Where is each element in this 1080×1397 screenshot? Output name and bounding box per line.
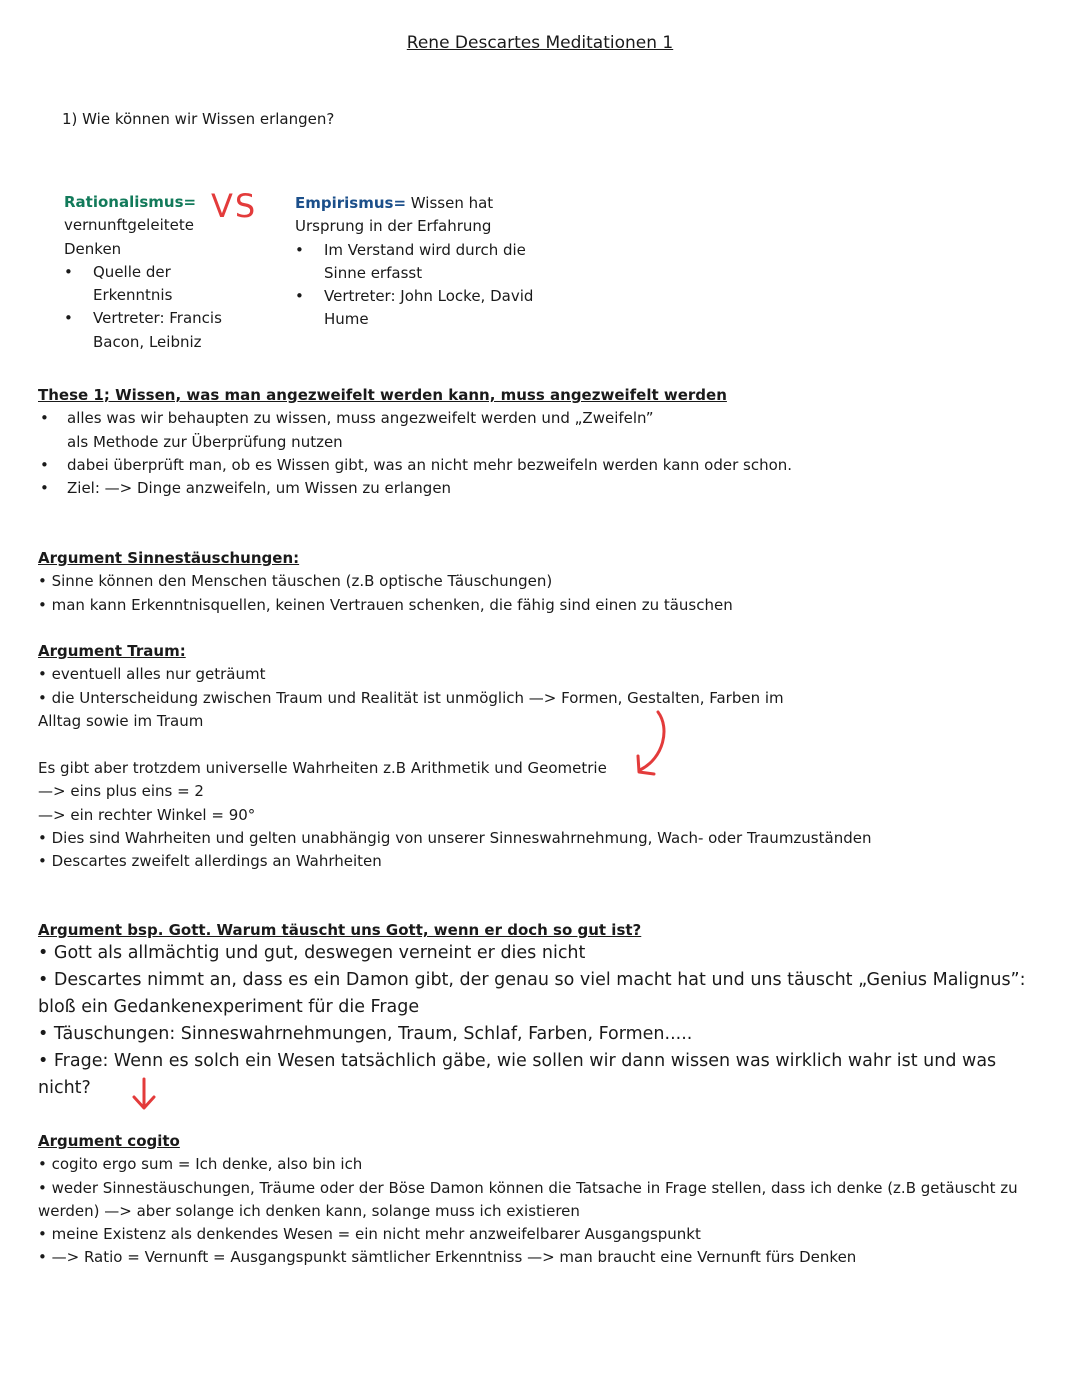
rationalismus-block [64,191,224,354]
empirismus-term: Empirismus= [295,194,407,212]
list-item: • cogito ergo sum = Ich denke, also bin ich [38,1155,363,1174]
gott-heading: Argument bsp. Gott. Warum täuscht uns Gott, wenn er doch so gut ist? [38,921,642,939]
traum-section [38,640,1038,733]
list-item: • man kann Erkenntnisquellen, keinen Vertrauen schenken, die fähig sind einen zu täuschen [38,595,733,614]
empirismus-bullet: • Im Verstand wird durch die Sinne erfasst [295,239,565,286]
cogito-section [38,1130,1048,1270]
list-item: bloß ein Gedankenexperiment für die Frage [38,997,420,1017]
versus-label: VS [211,187,258,225]
these-bullet: • dabei überprüft man, ob es Wissen gibt, was an nicht mehr bezweifeln werden kann oder schon. [38,454,1038,477]
page-title: Rene Descartes Meditationen 1 [406,33,674,53]
sinnestaeuschungen-section [38,547,1038,617]
empirismus-block [295,192,565,332]
list-item: • Täuschungen: Sinneswahrnehmungen, Traum, Schlaf, Farben, Formen..... [38,1024,693,1044]
gott-section [38,920,1048,1102]
list-item: nicht? [38,1078,91,1098]
list-item: • die Unterscheidung zwischen Traum und Realität ist unmöglich —> Formen, Gestalten, Farben im [38,688,784,707]
these-section [38,384,1038,500]
wahrheiten-section [38,757,1038,873]
list-item: • Descartes zweifelt allerdings an Wahrheiten [38,852,382,871]
list-item: • Frage: Wenn es solch ein Wesen tatsächlich gäbe, wie sollen wir dann wissen was wirklich wahr ist und was [38,1051,997,1071]
rationalismus-bullet: • Vertreter: Francis Bacon, Leibniz [64,307,224,354]
rationalismus-def-line1: vernunftgeleitete [64,216,194,235]
sinnestaeuschungen-heading: Argument Sinnestäuschungen: [38,549,300,567]
these-heading: These 1; Wissen, was man angezweifelt werden kann, muss angezweifelt werden [38,386,727,404]
list-item: —> ein rechter Winkel = 90° [38,805,256,824]
these-bullet: • Ziel: —> Dinge anzweifeln, um Wissen zu erlangen [38,477,1038,500]
list-item: • —> Ratio = Vernunft = Ausgangspunkt sämtlicher Erkenntniss —> man braucht eine Vernunft fürs Denken [38,1248,857,1267]
rationalismus-bullet: • Quelle der Erkenntnis [64,261,224,308]
list-item: werden) —> aber solange ich denken kann, solange muss ich existieren [38,1201,580,1220]
traum-heading: Argument Traum: [38,642,186,660]
empirismus-def: Wissen hat Ursprung in der Erfahrung [295,194,494,236]
list-item: • Sinne können den Menschen täuschen (z.B optische Täuschungen) [38,572,553,591]
list-item: —> eins plus eins = 2 [38,782,204,801]
list-item: • eventuell alles nur geträumt [38,665,266,684]
rationalismus-def-line2: Denken [64,239,122,258]
question-heading: 1) Wie können wir Wissen erlangen? [62,110,335,128]
rationalismus-term: Rationalismus= [64,193,197,211]
these-bullet: • alles was wir behaupten zu wissen, muss angezweifelt werden und „Zweifeln” als Methode zur Überprüfung nutzen [38,407,1038,454]
list-item: • Descartes nimmt an, dass es ein Damon gibt, der genau so viel macht hat und uns täuscht „Genius Malignus”: [38,970,1026,990]
list-item: Es gibt aber trotzdem universelle Wahrheiten z.B Arithmetik und Geometrie [38,759,607,777]
list-item: • Gott als allmächtig und gut, deswegen verneint er dies nicht [38,943,586,963]
cogito-heading: Argument cogito [38,1132,180,1150]
list-item: • weder Sinnestäuschungen, Träume oder der Böse Damon können die Tatsache in Frage stellen, dass ich denke (z.B getäuscht zu [38,1178,1018,1197]
list-item: • Dies sind Wahrheiten und gelten unabhängig von unserer Sinneswahrnehmung, Wach- oder Traumzuständen [38,828,872,847]
list-item: • meine Existenz als denkendes Wesen = ein nicht mehr anzweifelbarer Ausgangspunkt [38,1225,701,1244]
list-item: Alltag sowie im Traum [38,711,204,730]
empirismus-bullet: • Vertreter: John Locke, David Hume [295,285,565,332]
down-arrow-icon [129,1076,159,1112]
